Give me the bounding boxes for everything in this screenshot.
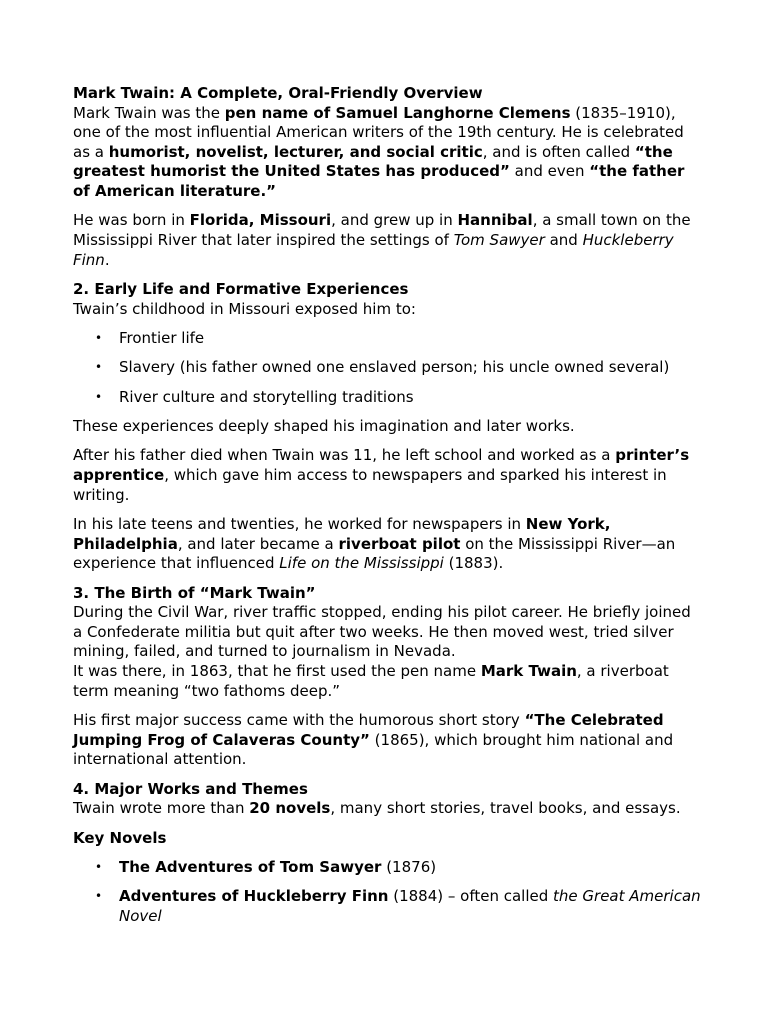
experiences-paragraph: These experiences deeply shaped his imagination and later works. <box>73 417 575 436</box>
document-title: Mark Twain: A Complete, Oral-Friendly Overview <box>73 84 483 102</box>
jumping-frog-paragraph: His first major success came with the humorous short story “The Celebrated Jumping Frog of Calaveras County” (1865), which brought him national and international attention. <box>73 711 674 769</box>
section-2-heading: 2. Early Life and Formative Experiences <box>73 279 409 298</box>
intro-block <box>73 84 703 202</box>
bullet-icon: • <box>95 389 103 404</box>
bullet-icon: • <box>95 889 103 904</box>
works-text: Twain wrote more than 20 novels, many short stories, travel books, and essays. <box>73 799 681 818</box>
intro-text: Mark Twain was the pen name of Samuel Langhorne Clemens (1835–1910), one of the most influential American writers of the 19th century. He is celebrated as a humorist, novelist, lecturer, and social critic, and is often called “the greatest humorist the United States has produced” and even “the father of American literature.” <box>73 103 685 200</box>
key-novels-heading: Key Novels <box>73 828 167 847</box>
section-2-block <box>73 280 703 319</box>
list-item: • River culture and storytelling traditions <box>95 387 414 406</box>
apprentice-paragraph: After his father died when Twain was 11, he left school and worked as a printer’s apprentice, which gave him access to newspapers and sparked his interest in writing. <box>73 446 690 504</box>
list-item: • The Adventures of Tom Sawyer (1876) <box>95 857 437 876</box>
document-page <box>73 84 703 936</box>
list-item: • Adventures of Huckleberry Finn (1884) – often called the Great American Novel <box>95 887 701 925</box>
bullet-icon: • <box>95 859 103 874</box>
section-2-lead: Twain’s childhood in Missouri exposed him to: <box>73 299 416 318</box>
section-3-heading: 3. The Birth of “Mark Twain” <box>73 583 316 602</box>
section-4-heading: 4. Major Works and Themes <box>73 779 308 798</box>
list-item: • Frontier life <box>95 328 205 347</box>
birthplace-paragraph: He was born in Florida, Missouri, and grew up in Hannibal, a small town on the Mississippi River that later inspired the settings of Tom Sawyer and Huckleberry Finn. <box>73 211 691 269</box>
childhood-list <box>73 329 703 407</box>
bullet-icon: • <box>95 360 103 375</box>
list-item: • Slavery (his father owned one enslaved person; his uncle owned several) <box>95 358 670 377</box>
section-3-block <box>73 584 703 702</box>
civil-war-text: During the Civil War, river traffic stopped, ending his pilot career. He briefly joined a Confederate militia but quit after two weeks. He then moved west, tried silver mining, failed, and turned to journalism in Nevada. <box>73 603 691 661</box>
riverboat-paragraph: In his late teens and twenties, he worked for newspapers in New York, Philadelphia, and later became a riverboat pilot on the Mississippi River—an experience that influenced Life on the Mississippi (1883). <box>73 515 676 573</box>
section-4-block <box>73 780 703 819</box>
bullet-icon: • <box>95 330 103 345</box>
pen-name-text: It was there, in 1863, that he first used the pen name Mark Twain, a riverboat term meaning “two fathoms deep.” <box>73 662 669 700</box>
novels-list <box>73 858 703 927</box>
